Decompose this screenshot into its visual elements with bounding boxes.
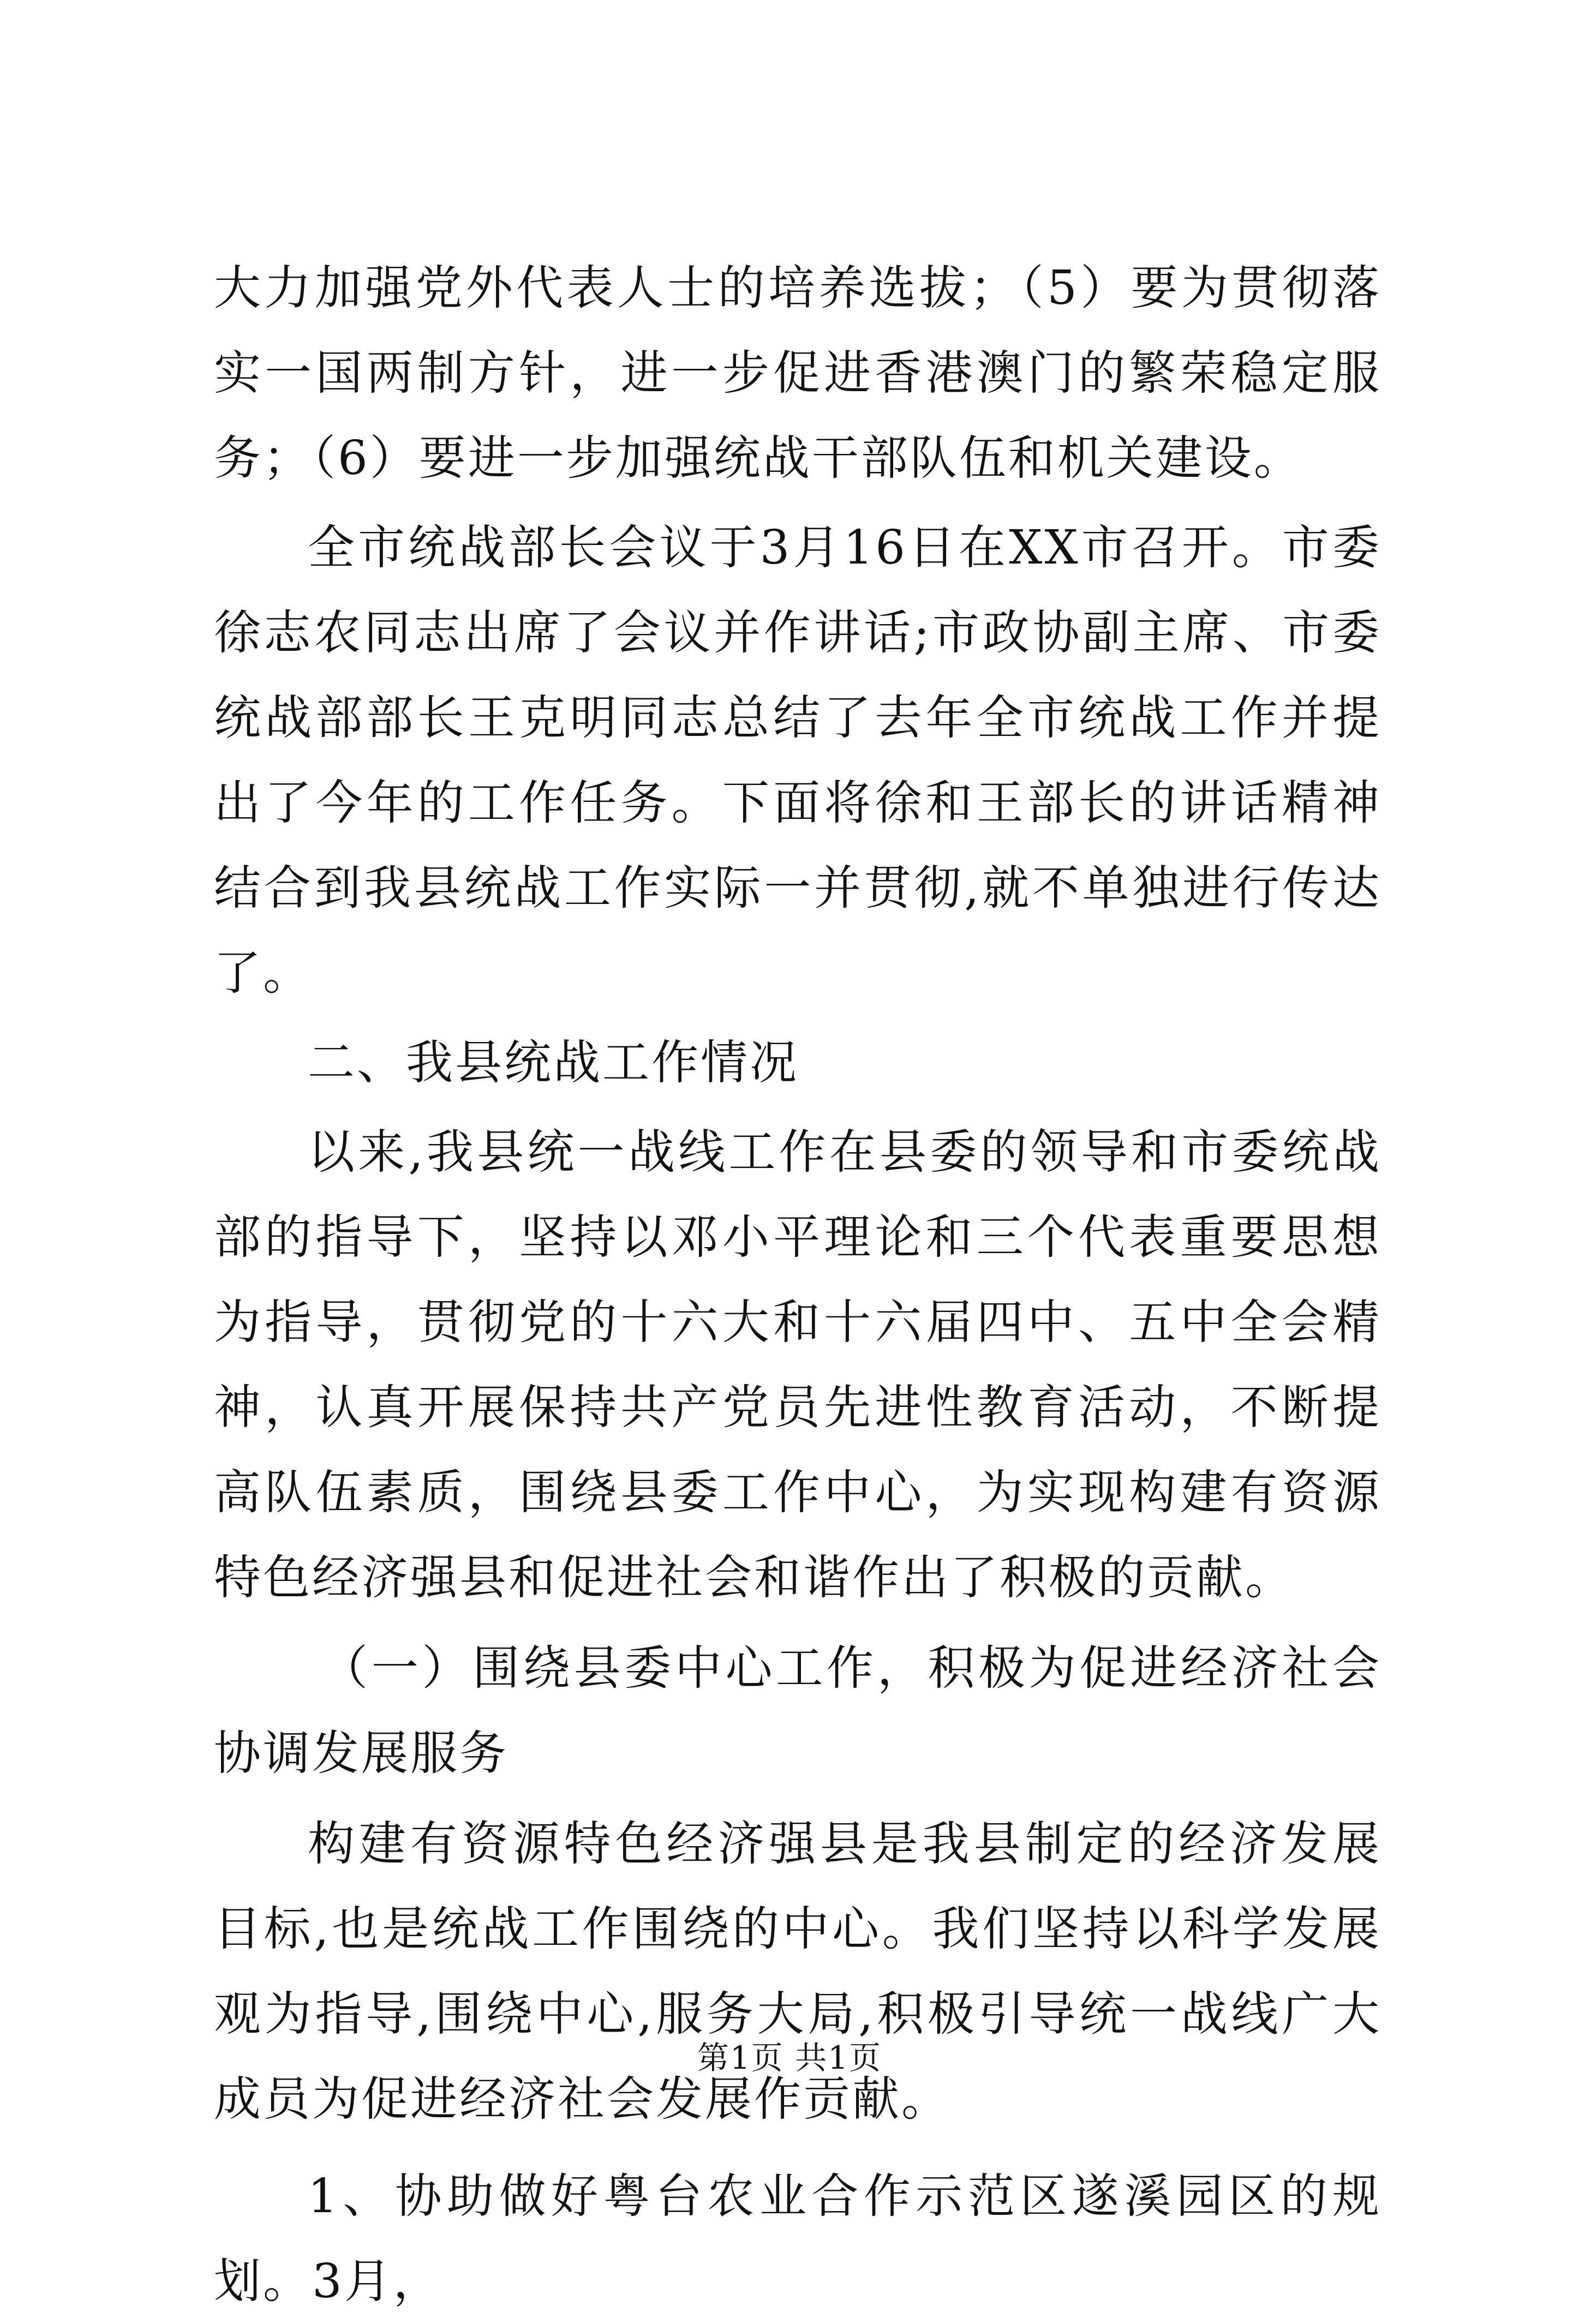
subsection-heading-1: （一）围绕县委中心工作，积极为促进经济社会协调发展服务 (214, 1641, 1381, 1781)
paragraph-continuation: 大力加强党外代表人士的培养选拔；（5）要为贯彻落实一国两制方针，进一步促进香港澳门的繁荣稳定服务；（6）要进一步加强统战干部队伍和机关建设。 (214, 261, 1381, 486)
paragraph-county-overview: 以来,我县统一战线工作在县委的领导和市委统战部的指导下，坚持以邓小平理论和三个代表重要思想为指导，贯彻党的十六大和十六届四中、五中全会精神，认真开展保持共产党员先进性教育活动，不断提高队伍素质，围绕县委工作中心，为实现构建有资源特色经济强县和促进社会和谐作出了积极的贡献。 (214, 1125, 1381, 1605)
document-body (214, 245, 1381, 2324)
section-heading-county-work: 二、我县统战工作情况 (308, 1035, 799, 1090)
paragraph-economic-goal: 构建有资源特色经济强县是我县制定的经济发展目标,也是统战工作围绕的中心。我们坚持以科学发展观为指导,围绕中心,服务大局,积极引导统一战线广大成员为促进经济社会发展作贡献。 (214, 1817, 1381, 2127)
paragraph-city-meeting: 全市统战部长会议于3月16日在XX市召开。市委徐志农同志出席了会议并作讲话;市政协副主席、市委统战部部长王克明同志总结了去年全市统战工作并提出了今年的工作任务。下面将徐和王部长的讲话精神结合到我县统战工作实际一并贯彻,就不单独进行传达了。 (214, 520, 1381, 1001)
paragraph-item-1: 1、协助做好粤台农业合作示范区遂溪园区的规划。3月， (214, 2169, 1381, 2309)
page-footer: 第1页 共1页 (697, 2039, 882, 2076)
